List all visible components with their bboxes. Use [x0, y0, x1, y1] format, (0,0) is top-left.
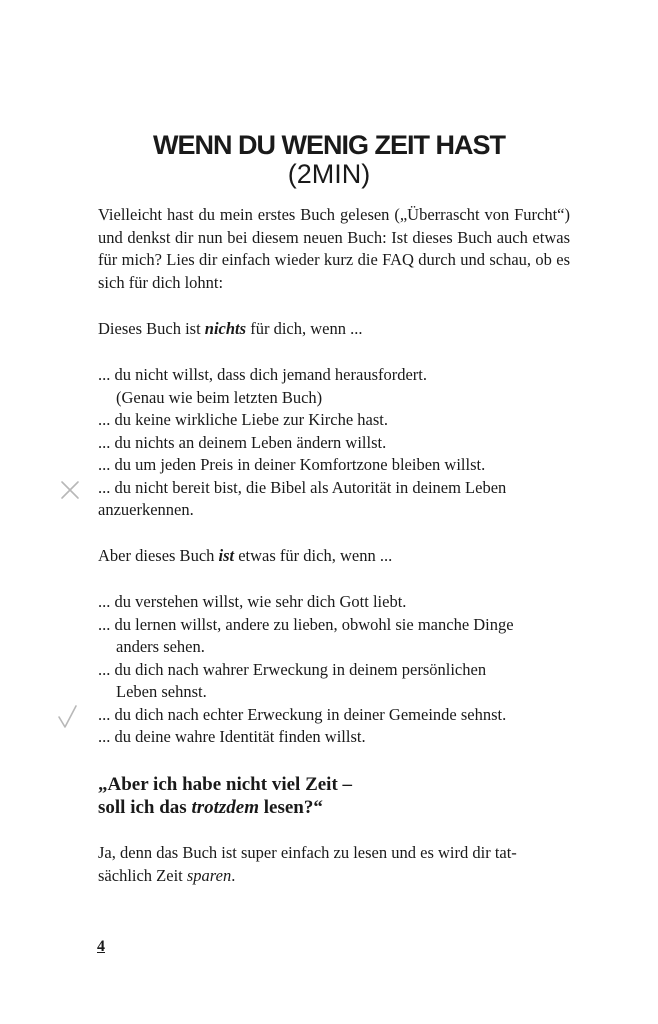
question-line-1: „Aber ich habe nicht viel Zeit – — [98, 774, 353, 795]
list-item: ... du verstehen willst, wie sehr dich Gott liebt. — [98, 592, 407, 611]
page-subtitle: (2MIN) — [287, 159, 371, 189]
check-mark-svg — [56, 703, 80, 731]
list-item-note: (Genau wie beim letzten Buch) — [116, 387, 323, 407]
list-item: ... du deine wahre Identität finden willst. — [98, 727, 366, 746]
answer-text-end: . — [231, 865, 236, 885]
list-item: ... du nichts an deinem Leben ändern willst. — [98, 432, 387, 452]
lead-text: Aber dieses Buch — [98, 546, 219, 565]
lead-emphasis: ist — [218, 546, 235, 565]
intro-text: Vielleicht hast du mein erstes Buch gelesen („Überrascht von Furcht“) und denkst dir nun bei diesem neuen Buch: Ist dieses Buch auch etwas für mich? Lies dir einfach wieder kurz die FAQ durch und schau, ob es sich für dich lohnt: — [98, 205, 570, 292]
question-text: soll ich das — [98, 797, 192, 818]
list-item: ... du nicht bereit bist, die Bibel als Autorität in deinem Leben — [98, 477, 507, 497]
faq-question — [98, 773, 570, 819]
list-item: ... du um jeden Preis in deiner Komfortzone bleiben willst. — [98, 455, 486, 474]
cross-mark-icon — [58, 478, 82, 506]
page-number: 4 — [97, 938, 105, 955]
not-for-you-lead — [98, 318, 570, 341]
for-you-lead — [98, 545, 570, 568]
list-item-continuation: anzuerkennen. — [98, 500, 194, 519]
lead-text-end: für dich, wenn ... — [246, 319, 363, 338]
answer-line-2 — [98, 865, 570, 888]
answer-line-1: Ja, denn das Buch ist super einfach zu lesen und es wird dir tat- — [98, 843, 517, 862]
lead-emphasis: nichts — [204, 319, 247, 338]
cross-mark-svg — [58, 478, 82, 502]
lead-text: Dieses Buch ist — [98, 319, 205, 338]
list-item: ... du nicht willst, dass dich jemand herausfordert. — [98, 365, 428, 384]
question-line-2 — [98, 796, 570, 819]
list-item-continuation: Leben sehnst. — [116, 682, 207, 701]
question-emphasis: trotzdem — [191, 797, 260, 818]
for-you-list — [98, 591, 570, 749]
list-item-continuation: anders sehen. — [116, 637, 205, 656]
page-title: WENN DU WENIG ZEIT HAST — [153, 130, 505, 160]
faq-answer — [98, 842, 570, 887]
list-item: ... du lernen willst, andere zu lieben, obwohl sie manche Dinge — [98, 614, 514, 634]
answer-emphasis: sparen — [186, 865, 232, 885]
list-item: ... du dich nach echter Erweckung in deiner Gemeinde sehnst. — [98, 704, 507, 724]
intro-paragraph — [98, 204, 570, 294]
answer-text: sächlich Zeit — [98, 865, 187, 885]
question-text-end: lesen?“ — [259, 797, 323, 818]
list-item: ... du dich nach wahrer Erweckung in deinem persönlichen — [98, 659, 487, 679]
list-item: ... du keine wirkliche Liebe zur Kirche hast. — [98, 410, 389, 429]
not-for-you-list — [98, 364, 570, 522]
lead-text-end: etwas für dich, wenn ... — [234, 546, 393, 565]
check-mark-icon — [56, 703, 80, 735]
